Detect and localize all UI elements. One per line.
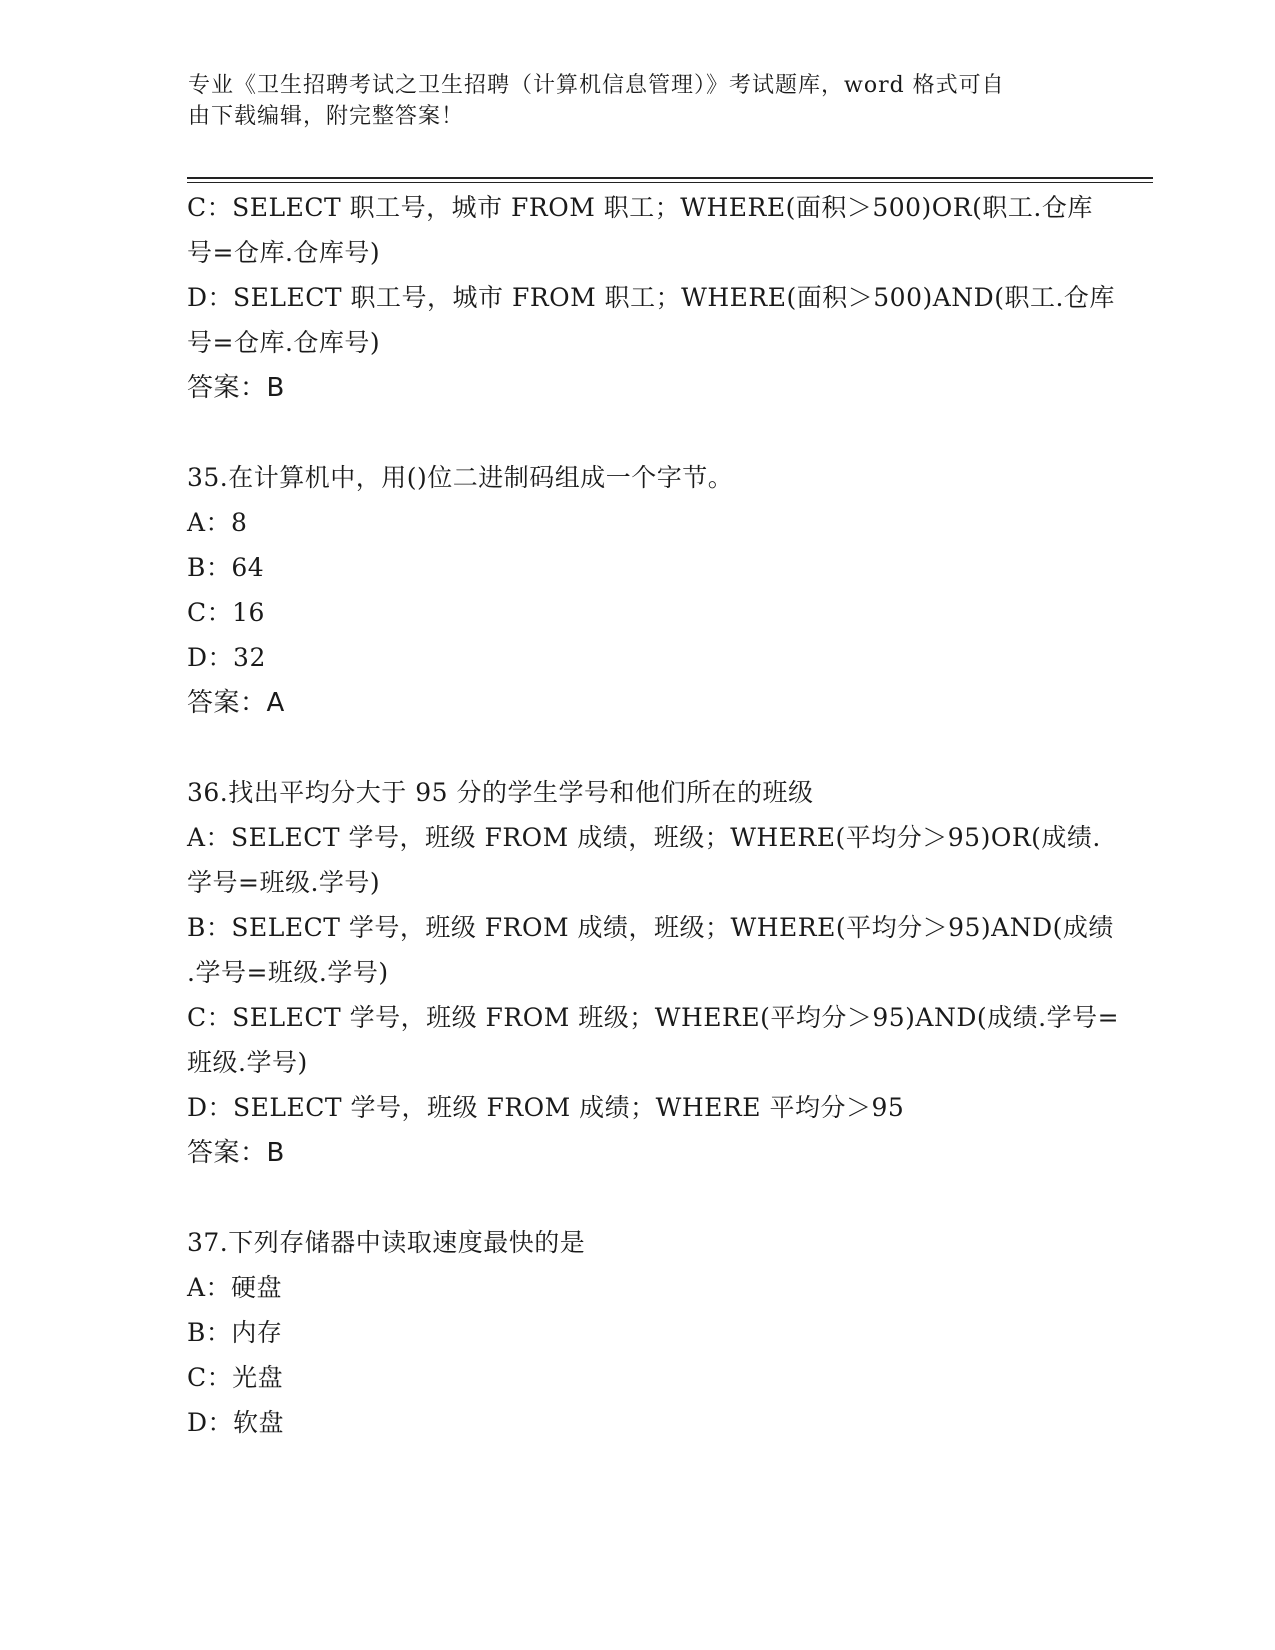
q35-option-b: B：64 (187, 553, 265, 582)
q36-option-c-line-2: 班级.学号) (187, 1048, 308, 1077)
q34-answer: 答案：B (187, 373, 285, 403)
q34-option-c-line-2: 号=仓库.仓库号) (187, 238, 381, 267)
document-header (188, 70, 1068, 132)
q36-option-a-line-1: A：SELECT 学号，班级 FROM 成绩，班级；WHERE(平均分＞95)OR(成绩. (187, 823, 1101, 852)
q36-option-b-line-1: B：SELECT 学号，班级 FROM 成绩，班级；WHERE(平均分＞95)AND(成绩 (187, 913, 1114, 942)
q34-option-c-line-1: C：SELECT 职工号，城市 FROM 职工；WHERE(面积＞500)OR(职工.仓库 (187, 193, 1093, 222)
q36-option-b-line-2: .学号=班级.学号) (187, 958, 389, 987)
q37-option-a: A：硬盘 (187, 1273, 283, 1302)
q36-option-a-line-2: 学号=班级.学号) (187, 868, 381, 897)
q36-option-c-line-1: C：SELECT 学号，班级 FROM 班级；WHERE(平均分＞95)AND(成绩.学号= (187, 1003, 1120, 1032)
q35-option-d: D：32 (187, 643, 266, 672)
header-line-2: 由下载编辑，附完整答案！ (188, 104, 465, 129)
header-divider-thin (187, 182, 1153, 183)
q37-option-d: D：软盘 (187, 1408, 285, 1437)
q35-answer: 答案：A (187, 688, 285, 718)
q34-option-d-line-2: 号=仓库.仓库号) (187, 328, 381, 357)
q35-option-a: A：8 (187, 508, 248, 537)
header-line-1: 专业《卫生招聘考试之卫生招聘（计算机信息管理）》考试题库，word 格式可自 (188, 73, 1005, 98)
q35-option-c: C：16 (187, 598, 265, 627)
q37-question: 37.下列存储器中读取速度最快的是 (187, 1228, 586, 1257)
q37-option-c: C：光盘 (187, 1363, 284, 1392)
q37-option-b: B：内存 (187, 1318, 283, 1347)
q34-option-d-line-1: D：SELECT 职工号，城市 FROM 职工；WHERE(面积＞500)AND(职工.仓库 (187, 283, 1115, 312)
q36-question: 36.找出平均分大于 95 分的学生学号和他们所在的班级 (187, 778, 814, 807)
q35-question: 35.在计算机中，用()位二进制码组成一个字节。 (187, 463, 734, 492)
header-divider-thick (187, 177, 1153, 179)
q36-option-d: D：SELECT 学号，班级 FROM 成绩；WHERE 平均分＞95 (187, 1093, 905, 1122)
q36-answer: 答案：B (187, 1138, 285, 1168)
